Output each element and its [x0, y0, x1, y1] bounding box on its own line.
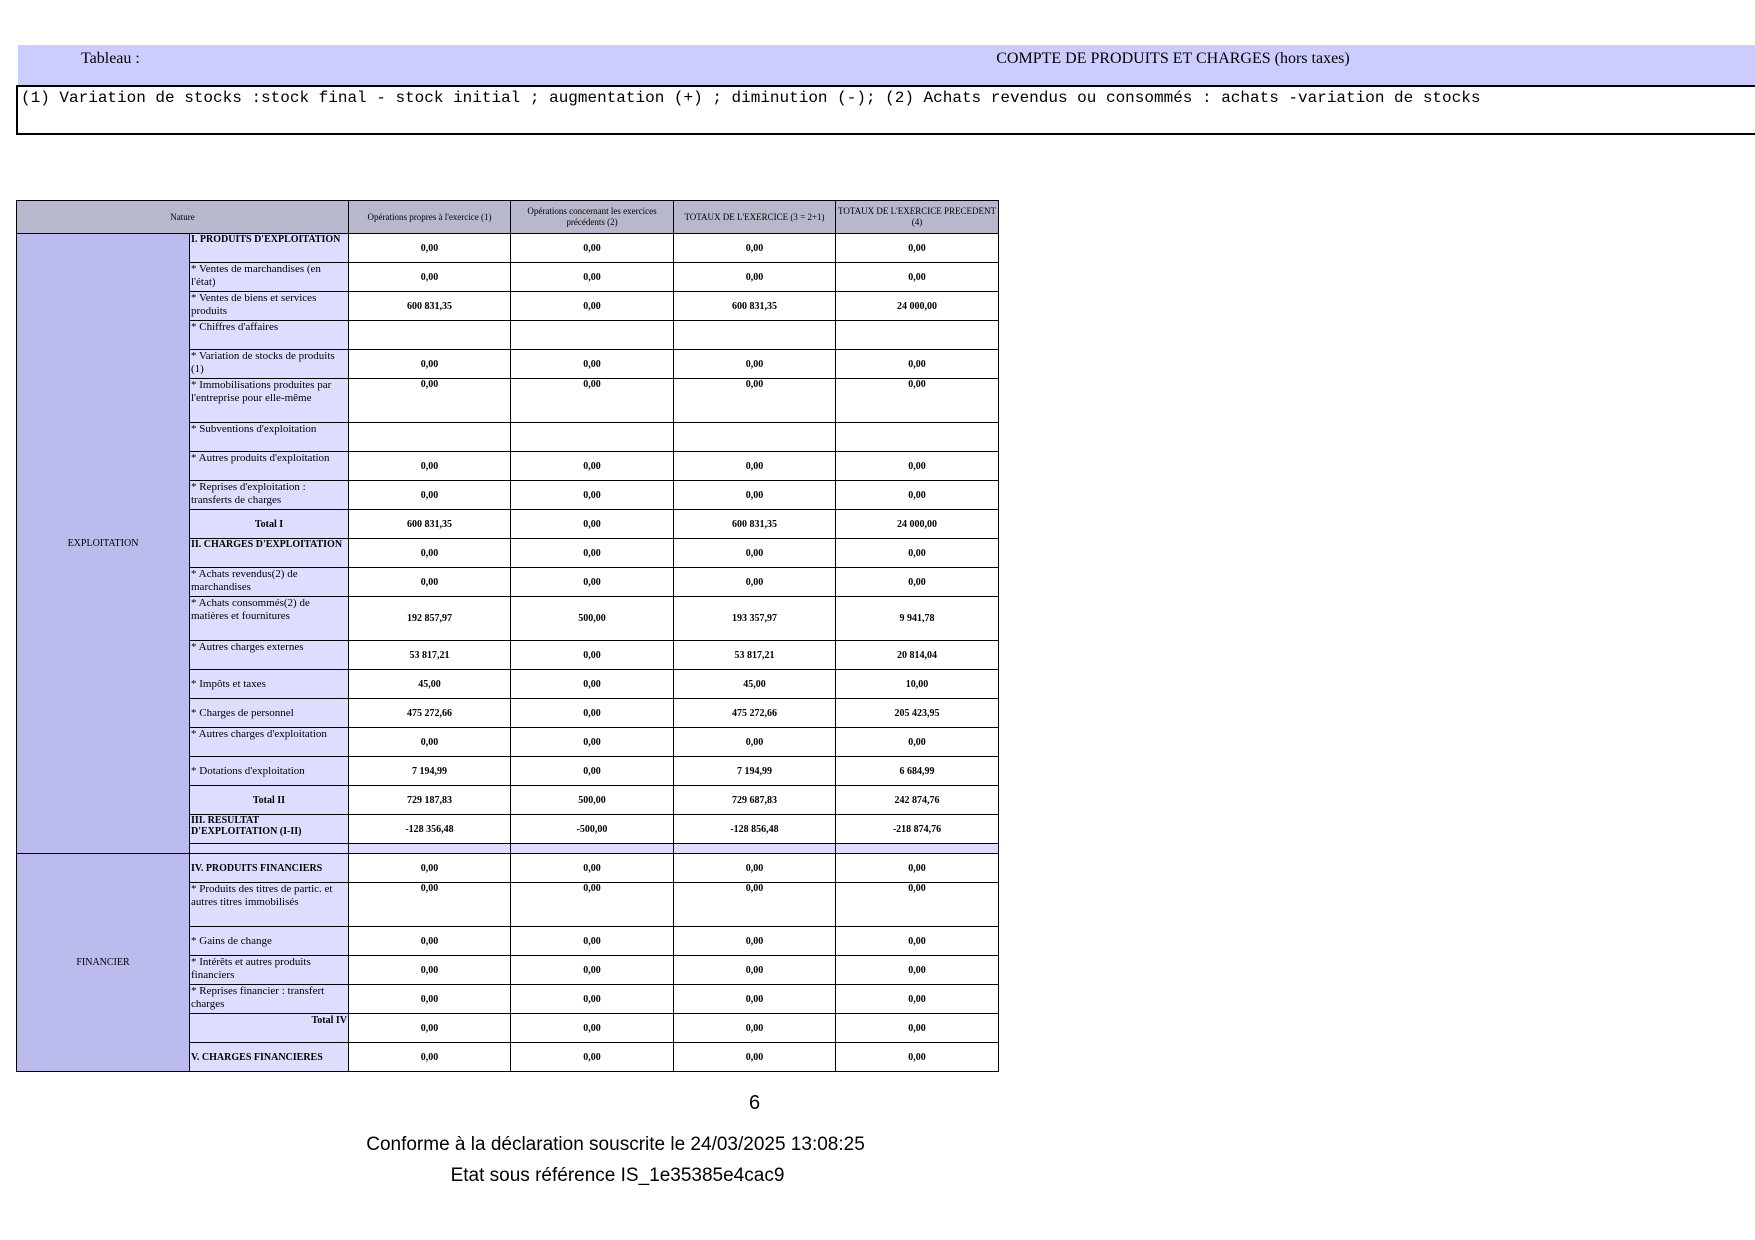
cell-value: 500,00 [511, 597, 674, 641]
cell-value [511, 321, 674, 350]
column-header-year-totals: TOTAUX DE L'EXERCICE (3 = 2+1) [674, 201, 836, 234]
row-nature: V. CHARGES FINANCIERES [190, 1043, 349, 1072]
cell-value: 729 187,83 [349, 786, 511, 815]
cell-value: 0,00 [836, 539, 999, 568]
cell-value: 0,00 [349, 728, 511, 757]
cell-value: 0,00 [836, 883, 999, 927]
cell-value [836, 321, 999, 350]
cell-value: 0,00 [836, 985, 999, 1014]
cell-value: 0,00 [836, 927, 999, 956]
cell-value: 0,00 [349, 1014, 511, 1043]
row-nature: * Chiffres d'affaires [190, 321, 349, 350]
cell-value: 53 817,21 [349, 641, 511, 670]
table-row [17, 854, 999, 883]
cell-value: 0,00 [836, 1043, 999, 1072]
cell-value: 0,00 [836, 956, 999, 985]
cell-value: 0,00 [674, 883, 836, 927]
row-nature: IV. PRODUITS FINANCIERS [190, 854, 349, 883]
cell-value: 0,00 [349, 985, 511, 1014]
table-header-row [17, 201, 999, 234]
cell-value: 192 857,97 [349, 597, 511, 641]
cell-value: 7 194,99 [349, 757, 511, 786]
column-header-current-operations: Opérations propres à l'exercice (1) [349, 201, 511, 234]
cell-value: 0,00 [836, 234, 999, 263]
cell-value: 0,00 [511, 379, 674, 423]
cell-value: 0,00 [674, 379, 836, 423]
cell-value: 6 684,99 [836, 757, 999, 786]
cell-value: 0,00 [674, 263, 836, 292]
reference-statement: Etat sous référence IS_1e35385e4cac9 [450, 1165, 785, 1186]
cell-value: 7 194,99 [674, 757, 836, 786]
cell-value: 0,00 [511, 1014, 674, 1043]
cell-value: 600 831,35 [674, 510, 836, 539]
cell-value [674, 423, 836, 452]
cell-value: 0,00 [349, 379, 511, 423]
cell-value: 0,00 [511, 452, 674, 481]
cell-value: 0,00 [511, 927, 674, 956]
row-nature: * Reprises financier : transfert charges [190, 985, 349, 1014]
cell-value: 0,00 [511, 956, 674, 985]
cell-value: 0,00 [836, 854, 999, 883]
cell-value: 0,00 [674, 1014, 836, 1043]
row-nature-total: Total I [190, 510, 349, 539]
row-nature: * Charges de personnel [190, 699, 349, 728]
cell-value: 0,00 [349, 539, 511, 568]
cell-value: 0,00 [511, 234, 674, 263]
row-nature: * Achats consommés(2) de matières et fournitures [190, 597, 349, 641]
cell-value [349, 423, 511, 452]
row-nature: * Dotations d'exploitation [190, 757, 349, 786]
cell-value: 500,00 [511, 786, 674, 815]
income-statement-table [16, 200, 999, 1072]
cell-value: 24 000,00 [836, 292, 999, 321]
cell-value: 600 831,35 [349, 292, 511, 321]
row-nature: * Autres charges externes [190, 641, 349, 670]
row-nature: * Intérêts et autres produits financiers [190, 956, 349, 985]
cell-value: 45,00 [674, 670, 836, 699]
cell-value: 193 357,97 [674, 597, 836, 641]
cell-value: 45,00 [349, 670, 511, 699]
cell-value: 0,00 [349, 927, 511, 956]
cell-value: 0,00 [674, 568, 836, 597]
cell-value: 10,00 [836, 670, 999, 699]
cell-value: 24 000,00 [836, 510, 999, 539]
cell-value: 0,00 [836, 379, 999, 423]
cell-value: 0,00 [511, 263, 674, 292]
row-nature: * Gains de change [190, 927, 349, 956]
cell-value: 475 272,66 [349, 699, 511, 728]
cell-value: 0,00 [836, 452, 999, 481]
cell-value: 0,00 [511, 1043, 674, 1072]
cell-value: 0,00 [511, 883, 674, 927]
row-nature: III. RESULTAT D'EXPLOITATION (I-II) [190, 815, 349, 844]
cell-value: -128 356,48 [349, 815, 511, 844]
cell-value: 0,00 [511, 985, 674, 1014]
cell-value: 0,00 [511, 568, 674, 597]
column-header-nature: Nature [17, 201, 349, 234]
table-label: Tableau : [81, 50, 140, 67]
row-nature: II. CHARGES D'EXPLOITATION [190, 539, 349, 568]
cell-value: 0,00 [674, 985, 836, 1014]
row-nature: * Impôts et taxes [190, 670, 349, 699]
cell-value: 0,00 [511, 699, 674, 728]
cell-value: 475 272,66 [674, 699, 836, 728]
cell-value: 600 831,35 [349, 510, 511, 539]
row-nature: * Ventes de marchandises (en l'état) [190, 263, 349, 292]
cell-value: -128 856,48 [674, 815, 836, 844]
cell-value: 0,00 [511, 670, 674, 699]
row-nature: * Autres produits d'exploitation [190, 452, 349, 481]
cell-value: 242 874,76 [836, 786, 999, 815]
cell-value: 0,00 [349, 1043, 511, 1072]
section-label-exploitation: EXPLOITATION [17, 234, 190, 854]
cell-value: -500,00 [511, 815, 674, 844]
row-nature: * Subventions d'exploitation [190, 423, 349, 452]
cell-value: 0,00 [349, 883, 511, 927]
cell-value: 20 814,04 [836, 641, 999, 670]
header-band [18, 45, 1755, 85]
cell-value [511, 423, 674, 452]
cell-value: 600 831,35 [674, 292, 836, 321]
cell-value: 0,00 [836, 481, 999, 510]
cell-value: 0,00 [674, 1043, 836, 1072]
cell-value: 0,00 [836, 568, 999, 597]
cell-value: 0,00 [836, 350, 999, 379]
row-nature: * Reprises d'exploitation : transferts de charges [190, 481, 349, 510]
cell-value: 0,00 [674, 452, 836, 481]
column-header-previous-year-totals: TOTAUX DE L'EXERCICE PRECEDENT (4) [836, 201, 999, 234]
conformity-statement: Conforme à la déclaration souscrite le 24/03/2025 13:08:25 [366, 1134, 865, 1155]
row-nature-total: Total II [190, 786, 349, 815]
column-header-previous-operations: Opérations concernant les exercices précédents (2) [511, 201, 674, 234]
cell-value: 0,00 [349, 350, 511, 379]
cell-value: 0,00 [349, 854, 511, 883]
cell-value: 0,00 [349, 568, 511, 597]
row-nature: I. PRODUITS D'EXPLOITATION [190, 234, 349, 263]
cell-value: 0,00 [511, 510, 674, 539]
row-nature: * Autres charges d'exploitation [190, 728, 349, 757]
cell-value: 0,00 [349, 263, 511, 292]
row-nature: * Ventes de biens et services produits [190, 292, 349, 321]
cell-value: 0,00 [674, 539, 836, 568]
cell-value: 0,00 [836, 1014, 999, 1043]
cell-value: 0,00 [511, 854, 674, 883]
row-nature: * Variation de stocks de produits (1) [190, 350, 349, 379]
cell-value: 0,00 [674, 854, 836, 883]
cell-value: 0,00 [674, 234, 836, 263]
row-nature: * Produits des titres de partic. et autres titres immobilisés [190, 883, 349, 927]
page-number: 6 [748, 1092, 761, 1114]
cell-value: 0,00 [511, 350, 674, 379]
cell-value: 729 687,83 [674, 786, 836, 815]
cell-value: 0,00 [511, 641, 674, 670]
section-label-financier: FINANCIER [17, 854, 190, 1072]
cell-value [349, 321, 511, 350]
cell-value [836, 423, 999, 452]
table-row [17, 234, 999, 263]
cell-value: 0,00 [349, 452, 511, 481]
cell-value: 0,00 [511, 292, 674, 321]
cell-value: 0,00 [511, 481, 674, 510]
row-nature-total: Total IV [190, 1014, 349, 1043]
cell-value: 0,00 [674, 481, 836, 510]
cell-value: 0,00 [349, 956, 511, 985]
cell-value: 205 423,95 [836, 699, 999, 728]
row-nature: * Immobilisations produites par l'entreprise pour elle-même [190, 379, 349, 423]
cell-value: 0,00 [674, 956, 836, 985]
cell-value [674, 321, 836, 350]
cell-value: -218 874,76 [836, 815, 999, 844]
cell-value: 0,00 [836, 263, 999, 292]
cell-value: 0,00 [511, 728, 674, 757]
document-title: COMPTE DE PRODUITS ET CHARGES (hors taxes) [996, 50, 1350, 67]
cell-value: 0,00 [511, 757, 674, 786]
cell-value: 0,00 [349, 234, 511, 263]
cell-value: 9 941,78 [836, 597, 999, 641]
cell-value: 0,00 [674, 728, 836, 757]
notes-box: (1) Variation de stocks :stock final - stock initial ; augmentation (+) ; diminution (-); (2) Achats revendus ou consommés : achats -variation de stocks [16, 85, 1755, 135]
cell-value: 0,00 [349, 481, 511, 510]
cell-value: 0,00 [674, 350, 836, 379]
cell-value: 53 817,21 [674, 641, 836, 670]
row-nature: * Achats revendus(2) de marchandises [190, 568, 349, 597]
cell-value: 0,00 [674, 927, 836, 956]
cell-value: 0,00 [511, 539, 674, 568]
cell-value: 0,00 [836, 728, 999, 757]
